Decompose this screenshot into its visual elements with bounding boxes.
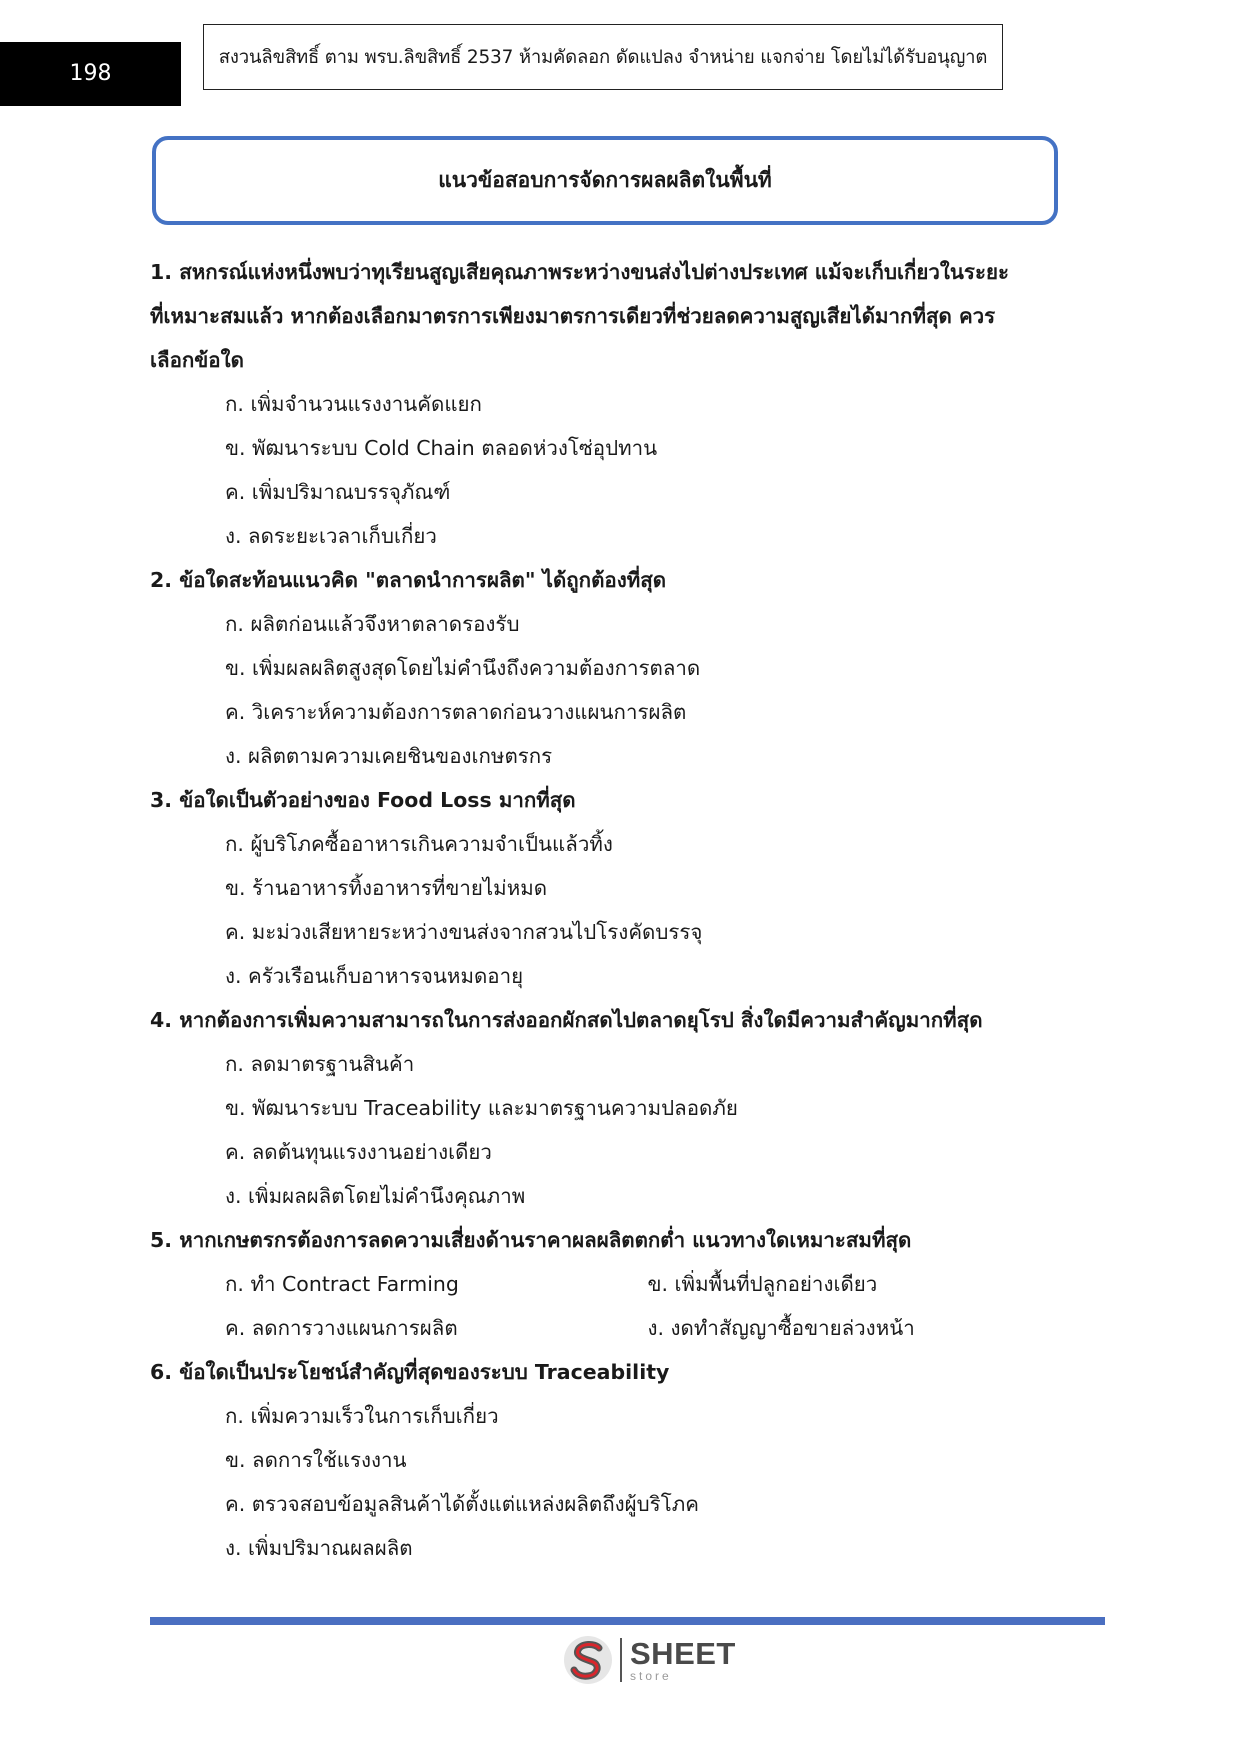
question-2-option-c: ค. วิเคราะห์ความต้องการตลาดก่อนวางแผนการผลิต (225, 700, 687, 724)
question-1 (150, 250, 1070, 558)
question-2-option-b: ข. เพิ่มผลผลิตสูงสุดโดยไม่คำนึงถึงความต้องการตลาด (225, 656, 701, 680)
question-2 (150, 558, 1070, 778)
question-3-text: 3. ข้อใดเป็นตัวอย่างของ Food Loss มากที่สุด (150, 788, 576, 812)
question-list (150, 250, 1070, 1570)
question-2-text: 2. ข้อใดสะท้อนแนวคิด "ตลาดนำการผลิต" ได้ถูกต้องที่สุด (150, 568, 667, 592)
question-4-option-a: ก. ลดมาตรฐานสินค้า (225, 1052, 415, 1076)
logo-subtitle: store (630, 1669, 672, 1683)
copyright-notice: สงวนลิขสิทธิ์ ตาม พรบ.ลิขสิทธิ์ 2537 ห้ามคัดลอก ดัดแปลง จำหน่าย แจกจ่าย โดยไม่ได้รับอนุญาต (203, 24, 1003, 90)
question-4-text: 4. หากต้องการเพิ่มความสามารถในการส่งออกผักสดไปตลาดยุโรป สิ่งใดมีความสำคัญมากที่สุด (150, 1008, 983, 1032)
question-5 (150, 1218, 1070, 1350)
question-5-option-d: ง. งดทำสัญญาซื้อขายล่วงหน้า (647, 1316, 915, 1340)
question-5-option-row-1 (150, 1262, 1070, 1306)
question-1-line-2: ที่เหมาะสมแล้ว หากต้องเลือกมาตรการเพียงมาตรการเดียวที่ช่วยลดความสูญเสียได้มากที่สุด ควร (150, 304, 996, 328)
logo-text (630, 1638, 736, 1682)
question-5-text: 5. หากเกษตรกรต้องการลดความเสี่ยงด้านราคาผลผลิตตกต่ำ แนวทางใดเหมาะสมที่สุด (150, 1228, 912, 1252)
question-6-text: 6. ข้อใดเป็นประโยชน์สำคัญที่สุดของระบบ Traceability (150, 1360, 670, 1384)
question-4-option-c: ค. ลดต้นทุนแรงงานอย่างเดียว (225, 1140, 492, 1164)
question-5-option-a: ก. ทำ Contract Farming (225, 1272, 459, 1296)
question-5-option-row-2 (150, 1306, 1070, 1350)
question-2-option-d: ง. ผลิตตามความเคยชินของเกษตรกร (225, 744, 553, 768)
sheet-store-s-icon (562, 1634, 614, 1686)
question-1-line-1: 1. สหกรณ์แห่งหนึ่งพบว่าทุเรียนสูญเสียคุณภาพระหว่างขนส่งไปต่างประเทศ แม้จะเก็บเกี่ยวในระยะ (150, 260, 1009, 284)
question-3-option-a: ก. ผู้บริโภคซื้ออาหารเกินความจำเป็นแล้วทิ้ง (225, 832, 613, 856)
page-number-tab (0, 42, 181, 106)
question-5-option-b: ข. เพิ่มพื้นที่ปลูกอย่างเดียว (647, 1272, 878, 1296)
logo-divider (620, 1638, 622, 1682)
question-4 (150, 998, 1070, 1218)
question-4-option-b: ข. พัฒนาระบบ Traceability และมาตรฐานความปลอดภัย (225, 1096, 738, 1120)
question-1-option-b: ข. พัฒนาระบบ Cold Chain ตลอดห่วงโซ่อุปทาน (225, 436, 658, 460)
question-6-option-d: ง. เพิ่มปริมาณผลผลิต (225, 1536, 413, 1560)
question-6-option-a: ก. เพิ่มความเร็วในการเก็บเกี่ยว (225, 1404, 499, 1428)
question-5-option-c: ค. ลดการวางแผนการผลิต (225, 1316, 458, 1340)
question-2-option-a: ก. ผลิตก่อนแล้วจึงหาตลาดรองรับ (225, 612, 520, 636)
question-1-option-a: ก. เพิ่มจำนวนแรงงานคัดแยก (225, 392, 482, 416)
question-1-line-3: เลือกข้อใด (150, 348, 244, 372)
question-1-option-c: ค. เพิ่มปริมาณบรรจุภัณฑ์ (225, 480, 451, 504)
question-4-option-d: ง. เพิ่มผลผลิตโดยไม่คำนึงคุณภาพ (225, 1184, 526, 1208)
question-3-option-c: ค. มะม่วงเสียหายระหว่างขนส่งจากสวนไปโรงคัดบรรจุ (225, 920, 703, 944)
question-6-option-b: ข. ลดการใช้แรงงาน (225, 1448, 407, 1472)
question-6 (150, 1350, 1070, 1570)
question-3 (150, 778, 1070, 998)
logo-word: SHEET (630, 1636, 736, 1671)
page-title: แนวข้อสอบการจัดการผลผลิตในพื้นที่ (152, 136, 1058, 225)
question-1-option-d: ง. ลดระยะเวลาเก็บเกี่ยว (225, 524, 437, 548)
question-3-option-d: ง. ครัวเรือนเก็บอาหารจนหมดอายุ (225, 964, 524, 988)
question-6-option-c: ค. ตรวจสอบข้อมูลสินค้าได้ตั้งแต่แหล่งผลิตถึงผู้บริโภค (225, 1492, 699, 1516)
sheet-store-logo (562, 1633, 736, 1687)
footer-rule (150, 1617, 1105, 1625)
question-3-option-b: ข. ร้านอาหารทิ้งอาหารที่ขายไม่หมด (225, 876, 548, 900)
page-number: 198 (69, 61, 112, 86)
